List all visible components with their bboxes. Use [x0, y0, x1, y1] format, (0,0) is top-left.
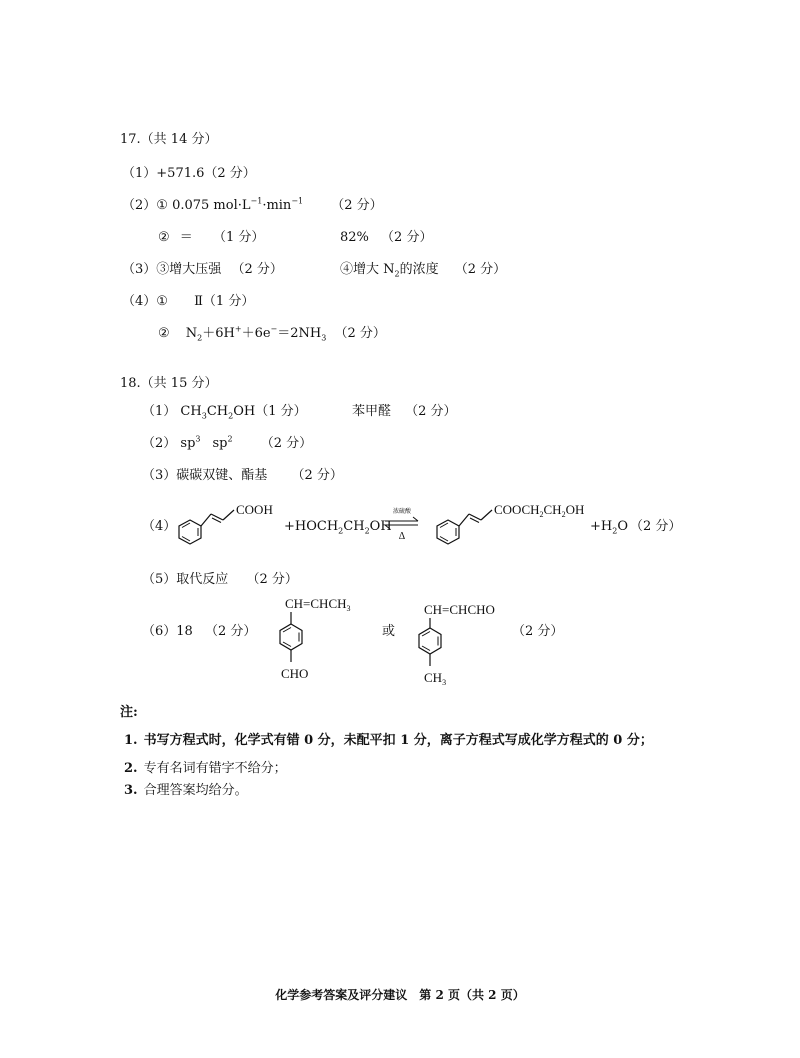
- score: （2 分）: [231, 262, 283, 277]
- part-label: （6）: [142, 624, 177, 639]
- note-item: 2. 专有名词有错字不给分；: [124, 761, 287, 776]
- score: （2 分）: [204, 166, 256, 181]
- mark: ②: [158, 326, 170, 341]
- rate-value: 0.075 $mol\cdot L^{-1}\cdot\min^{-1}$: [172, 196, 304, 213]
- part-label: （2）: [142, 436, 177, 451]
- part-label: （5）: [142, 572, 177, 587]
- answer-value: 取代反应: [176, 572, 229, 587]
- q18-part6: [142, 624, 256, 640]
- q18-part1-second: [352, 404, 457, 420]
- page-footer: 化学参考答案及评分建议 第 2 页（共 2 页）: [275, 988, 525, 1002]
- electrode-equation: $N_2+6H^++6e^-=2NH_3$: [185, 324, 327, 343]
- score: （2 分）: [381, 230, 433, 245]
- ethylene-glycol: $+HOCH_2CH_2OH$: [284, 519, 392, 536]
- reversible-arrow: [382, 508, 422, 542]
- answer-value: $sp^3$ $sp^2$: [180, 434, 233, 451]
- answer-value: 苯甲醛: [352, 404, 392, 419]
- part-label: （2）: [122, 198, 157, 213]
- q17-part2a: [122, 198, 383, 214]
- score: （2 分）: [291, 468, 343, 483]
- q18-part3: [142, 468, 343, 484]
- q18-part4-label: （4）: [142, 519, 177, 534]
- q17-header: 17.（共 14 分）: [120, 132, 218, 147]
- score: （2 分）: [334, 326, 386, 341]
- answer-value: ③增大压强: [156, 262, 222, 277]
- answer-value: 碳碳双键、酯基: [176, 468, 268, 483]
- q17-part4b: [158, 326, 386, 342]
- score: （2 分）: [454, 262, 507, 277]
- q18-part1: [142, 404, 307, 420]
- score: （2 分）: [260, 436, 313, 451]
- score: （2 分）: [246, 572, 298, 587]
- q17-part2b: [158, 230, 264, 246]
- mark: ①: [156, 198, 168, 213]
- cinnamic-acid-structure: [170, 498, 290, 558]
- ester-product-structure: [428, 498, 598, 558]
- answer-value: +571.6: [156, 166, 205, 181]
- q18-part4-score: （2 分）: [630, 519, 682, 534]
- heat-symbol: Δ: [398, 531, 406, 542]
- score: （2 分）: [204, 624, 257, 639]
- mark: ①: [156, 294, 168, 309]
- q18-part6-score2: （2 分）: [512, 624, 564, 639]
- ester-group: $COOCH_2CH_2OH$: [494, 502, 585, 519]
- answer-value: $CH_3CH_2OH$: [180, 404, 256, 421]
- score: （2 分）: [405, 404, 457, 419]
- water-product: $+H_2O$: [590, 519, 628, 536]
- score: （2 分）: [331, 198, 383, 213]
- part-label: （3）: [142, 468, 177, 483]
- score: （1 分）: [255, 404, 307, 419]
- answer-value: 18: [176, 624, 193, 639]
- part-label: （1）: [122, 166, 157, 181]
- q17-part3-second: [340, 262, 506, 278]
- q17-part2b-second: [340, 230, 432, 246]
- answer-value: 82%: [340, 230, 369, 245]
- or-word: 或: [382, 624, 396, 639]
- q18-part5: [142, 572, 298, 588]
- notes-title: 注:: [120, 705, 138, 720]
- isomer-2-bottom-group: $CH_3$: [424, 670, 447, 687]
- part-label: （1）: [142, 404, 177, 419]
- isomer-2-top-group: CH=CHCHO: [424, 602, 495, 617]
- part-label: （3）: [122, 262, 157, 277]
- score: （1 分）: [202, 294, 255, 309]
- score: （1 分）: [212, 230, 265, 245]
- isomer-1-structure: [268, 592, 378, 692]
- q18-part2: [142, 436, 312, 452]
- isomer-1-bottom-group: CHO: [281, 666, 309, 681]
- q17-part1: [122, 166, 256, 182]
- isomer-1-top-group: $CH=CHCH_3$: [285, 596, 351, 613]
- answer-value: Ⅱ: [194, 294, 203, 309]
- carboxyl-group: COOH: [236, 502, 273, 517]
- catalyst-label: 浓硫酸: [392, 508, 412, 515]
- q17-part3: [122, 262, 283, 278]
- answer-value: ＝: [179, 230, 193, 245]
- note-item: 1. 书写方程式时，化学式有错 0 分，未配平扣 1 分，离子方程式写成化学方程式的 0 分；: [124, 733, 653, 748]
- part-label: （4）: [122, 294, 157, 309]
- q17-part4a: [122, 294, 254, 310]
- answer-value: ④增大 $N_2$的浓度: [340, 262, 439, 279]
- mark: ②: [158, 230, 170, 245]
- isomer-2-structure: [412, 602, 522, 692]
- note-item: 3. 合理答案均给分。: [124, 783, 248, 798]
- q18-header: 18.（共 15 分）: [120, 376, 218, 391]
